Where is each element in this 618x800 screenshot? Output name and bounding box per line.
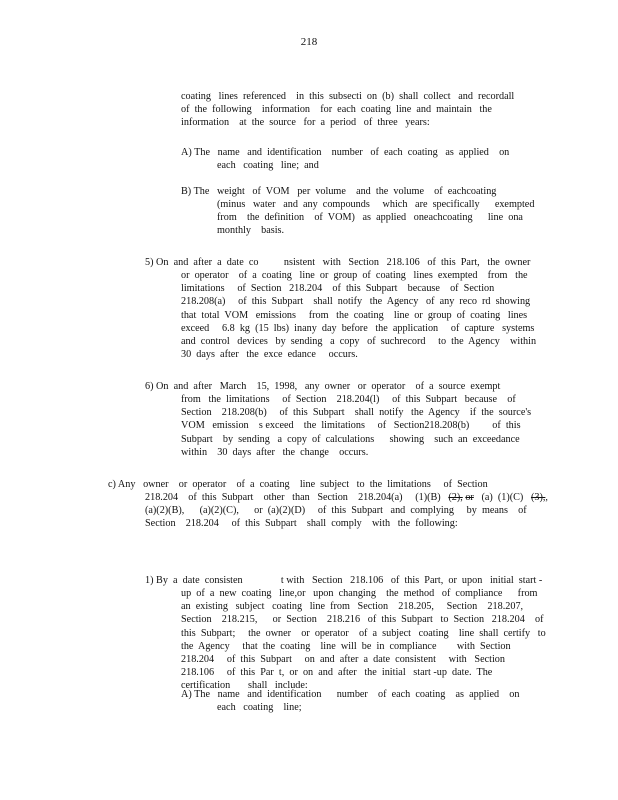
- text-line: 30 days after the exce edance occurs.: [181, 349, 358, 361]
- text-line: exceed 6.8 kg (15 lbs) inany day before the application of capture systems: [181, 322, 535, 334]
- text-line: [145, 491, 548, 504]
- text-line: 218.208(a) of this Subpart shall notify the Agency of any reco rd showing: [181, 296, 531, 308]
- text-line: 218.204 of this Subpart on and after a date consistent with Section: [181, 653, 505, 665]
- paragraph-c-cont: [145, 491, 548, 531]
- text-line: each coating line; and: [217, 160, 319, 171]
- text-line: monthly basis.: [217, 225, 285, 237]
- list-marker: c): [108, 479, 116, 490]
- subparagraph-b-B: [181, 185, 496, 198]
- text-line: coating lines referenced in this subsecti on (b) shall collect and recordall: [181, 91, 515, 102]
- text-line: information at the source for a period of three years:: [181, 117, 430, 129]
- text-line: 218.106 of this Par t, or on and after the initial start -up date. The: [181, 667, 493, 679]
- paragraph-c-1-cont: [181, 587, 546, 693]
- subparagraph-b-A: [181, 146, 509, 159]
- paragraph-6: [145, 380, 500, 393]
- subparagraph-c-1-A: [181, 688, 519, 701]
- text-line: [145, 256, 530, 269]
- text-line: up of a new coating line,or upon changing the method of compliance from: [181, 588, 538, 599]
- struck-text: (2),: [448, 492, 463, 503]
- text-line: that total VOM emissions from the coating line or group of coating lines: [181, 309, 528, 321]
- text-line: (minus water and any compounds which are specifically exempted: [217, 199, 535, 210]
- line-text: The name and identification number of each coating as applied on: [194, 689, 520, 700]
- text-line: from the definition of VOM) as applied oneachcoating line ona: [217, 212, 523, 224]
- text-line: Section 218.204 of this Subpart shall comply with the following:: [145, 518, 458, 530]
- list-marker: A): [181, 689, 192, 700]
- paragraph-b-continuation: [181, 90, 514, 130]
- text-line: Section 218.215, or Section 218.216 of this Subpart to Section 218.204 of: [181, 614, 544, 626]
- paragraph-6-cont: [181, 393, 531, 459]
- list-marker: B): [181, 186, 192, 197]
- list-marker: 1): [145, 575, 154, 586]
- text-line: certification shall include:: [181, 680, 308, 692]
- line-text: Any owner or operator of a coating line subject to the limitations of Section: [117, 479, 488, 490]
- paragraph-5: [145, 256, 530, 269]
- text-line: each coating line;: [217, 702, 302, 713]
- text-line: from the limitations of Section 218.204(l) of this Subpart because of: [181, 394, 516, 405]
- text-line: Section 218.208(b) of this Subpart shall notify the Agency if the source's: [181, 407, 532, 419]
- text-line: an existing subject coating line from Section 218.205, Section 218.207,: [181, 601, 524, 613]
- text-line: within 30 days after the change occurs.: [181, 446, 369, 458]
- struck-text: or: [465, 492, 474, 503]
- list-marker: A): [181, 147, 192, 158]
- line-text: (a) (1)(C): [473, 492, 531, 503]
- line-text: ,: [545, 492, 548, 503]
- text-line: this Subpart; the owner or operator of a subject coating line shall certify to: [181, 627, 546, 639]
- text-line: of the following information for each coating line and maintain the: [181, 104, 492, 116]
- page-number: 218: [300, 36, 318, 48]
- struck-text: (3),: [530, 492, 546, 503]
- text-line: [181, 146, 509, 159]
- subparagraph-b-B-cont: [217, 198, 534, 238]
- text-line: [145, 574, 542, 587]
- paragraph-5-cont: [181, 269, 536, 361]
- text-line: VOM emission s exceed the limitations of Section218.208(b) of this: [181, 420, 521, 432]
- text-line: [181, 185, 496, 198]
- text-line: and control devices by sending a copy of suchrecord to the Agency within: [181, 335, 537, 347]
- line-text: By a date consisten t with Section 218.106 of this Part, or upon initial start -: [156, 575, 543, 586]
- paragraph-c-1: [145, 574, 542, 587]
- text-line: or operator of a coating line or group of coating lines exempted from the: [181, 270, 528, 281]
- subparagraph-b-A-cont: [217, 159, 319, 172]
- line-text: On and after March 15, 1998, any owner or operator of a source exempt: [156, 381, 501, 392]
- text-line: [145, 380, 500, 393]
- line-text: 218.204 of this Subpart other than Section 218.204(a) (1)(B): [145, 492, 449, 503]
- text-line: Subpart by sending a copy of calculations showing such an exceedance: [181, 433, 520, 445]
- line-text: The weight of VOM per volume and the volume of eachcoating: [193, 186, 497, 197]
- text-line: (a)(2)(B), (a)(2)(C), or (a)(2)(D) of this Subpart and complying by means of: [145, 505, 527, 517]
- paragraph-c: [108, 478, 488, 491]
- line-text: The name and identification number of each coating as applied on: [194, 147, 510, 158]
- text-line: the Agency that the coating line will be in compliance with Section: [181, 640, 511, 652]
- text-line: limitations of Section 218.204 of this Subpart because of Section: [181, 283, 495, 295]
- text-line: [108, 478, 488, 491]
- list-marker: 6): [145, 381, 154, 392]
- subparagraph-c-1-A-cont: [217, 701, 302, 714]
- list-marker: 5): [145, 257, 154, 268]
- line-text: On and after a date co nsistent with Section 218.106 of this Part, the owner: [156, 257, 531, 268]
- text-line: [181, 688, 519, 701]
